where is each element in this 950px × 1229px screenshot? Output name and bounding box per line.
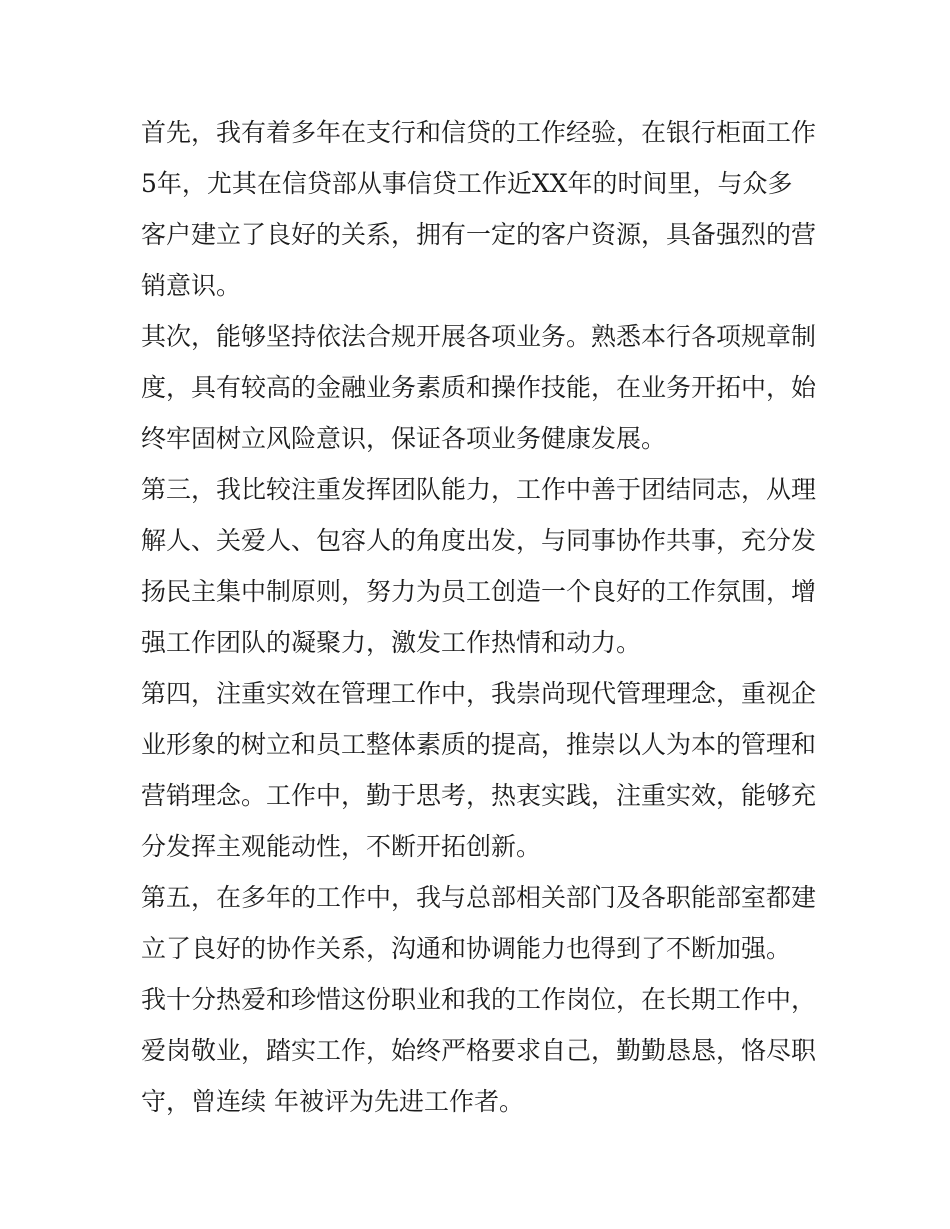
text-line: 度，具有较高的金融业务素质和操作技能，在业务开拓中，始 (141, 373, 817, 402)
text-line: 分发挥主观能动性，不断开拓创新。 (141, 832, 542, 861)
paragraph-teamwork (141, 464, 821, 668)
text-line: 第四，注重实效在管理工作中，我崇尚现代管理理念，重视企 (141, 679, 817, 708)
text-line: 营销理念。工作中，勤于思考，热衷实践，注重实效，能够充 (141, 781, 817, 810)
text-line: 扬民主集中制原则，努力为员工创造一个良好的工作氛围，增 (141, 577, 817, 606)
text-line: 强工作团队的凝聚力，激发工作热情和动力。 (141, 628, 642, 657)
body-text (141, 107, 821, 1127)
paragraph-compliance (141, 311, 821, 464)
text-line: 我十分热爱和珍惜这份职业和我的工作岗位，在长期工作中， (141, 985, 817, 1014)
paragraph-management (141, 668, 821, 872)
text-line: 第五，在多年的工作中，我与总部相关部门及各职能部室都建 (141, 883, 817, 912)
paragraph-dedication (141, 974, 821, 1127)
text-line: 客户建立了良好的关系，拥有一定的客户资源，具备强烈的营 (141, 220, 817, 249)
text-line: 守，曾连续 年被评为先进工作者。 (141, 1087, 524, 1116)
text-line: 其次，能够坚持依法合规开展各项业务。熟悉本行各项规章制 (141, 322, 817, 351)
text-line: 解人、关爱人、包容人的角度出发，与同事协作共事，充分发 (141, 526, 817, 555)
text-line: 立了良好的协作关系，沟通和协调能力也得到了不断加强。 (141, 934, 792, 963)
text-line: 销意识。 (141, 271, 242, 300)
text-line: 第三，我比较注重发挥团队能力，工作中善于团结同志，从理 (141, 475, 817, 504)
text-line: 终牢固树立风险意识，保证各项业务健康发展。 (141, 424, 667, 453)
text-line: 业形象的树立和员工整体素质的提高，推崇以人为本的管理和 (141, 730, 817, 759)
paragraph-collaboration (141, 872, 821, 974)
text-line: 5年，尤其在信贷部从事信贷工作近XX年的时间里，与众多 (141, 169, 793, 198)
text-line: 首先，我有着多年在支行和信贷的工作经验，在银行柜面工作 (141, 118, 817, 147)
text-line: 爱岗敬业，踏实工作，始终严格要求自己，勤勤恳恳，恪尽职 (141, 1036, 817, 1065)
paragraph-experience (141, 107, 821, 311)
